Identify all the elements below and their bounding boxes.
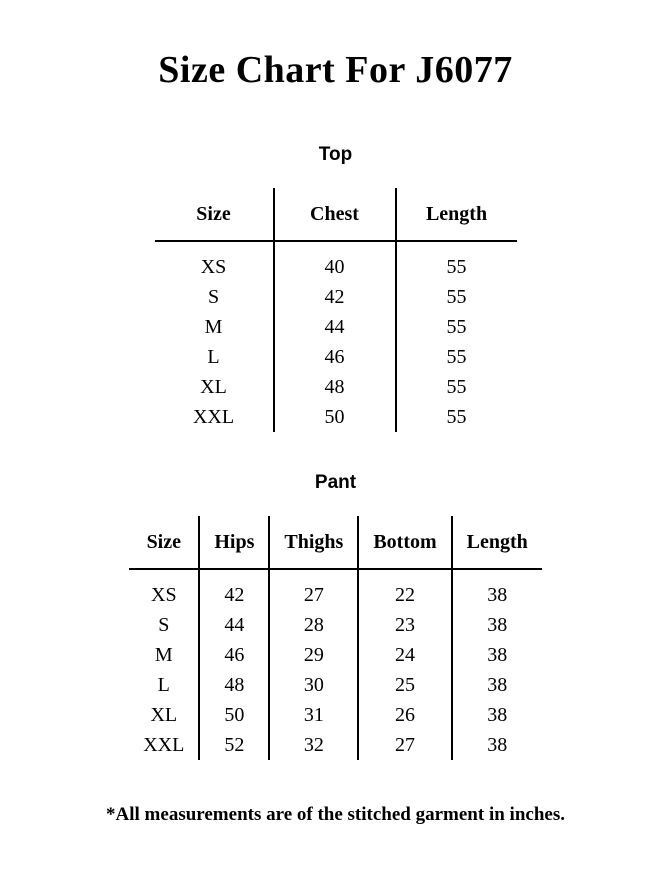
table-row <box>129 640 542 670</box>
table-header-row <box>129 516 542 569</box>
table-row <box>129 700 542 730</box>
column-header-size: Size <box>155 188 274 241</box>
cell-size: XL <box>129 700 199 730</box>
cell-length: 38 <box>487 583 508 606</box>
column-header-bottom: Bottom <box>358 516 451 569</box>
pant-size-table <box>129 516 542 760</box>
measurements-footnote: *All measurements are of the stitched garment in inches. <box>106 804 565 825</box>
cell-thighs: 30 <box>269 670 358 700</box>
table-row <box>129 730 542 760</box>
table-row <box>155 342 517 372</box>
cell-length: 38 <box>487 733 508 756</box>
cell-size: XXL <box>129 730 199 760</box>
column-header-hips: Hips <box>199 516 269 569</box>
cell-size: L <box>129 670 199 700</box>
cell-size: S <box>129 610 199 640</box>
cell-chest: 50 <box>274 402 396 432</box>
table-row <box>129 610 542 640</box>
table-row <box>129 569 542 610</box>
cell-size: XL <box>155 372 274 402</box>
cell-length: 38 <box>487 643 508 666</box>
cell-thighs: 32 <box>269 730 358 760</box>
table-row <box>155 312 517 342</box>
table-row <box>155 402 517 432</box>
column-header-chest: Chest <box>274 188 396 241</box>
cell-chest: 42 <box>274 282 396 312</box>
cell-length: 38 <box>487 673 508 696</box>
column-header-length: Length <box>452 516 542 569</box>
cell-length: 55 <box>446 285 467 308</box>
cell-size: S <box>155 282 274 312</box>
cell-chest: 40 <box>274 241 396 282</box>
table-row <box>155 282 517 312</box>
cell-hips: 44 <box>199 610 269 640</box>
cell-bottom: 25 <box>358 670 451 700</box>
cell-size: XS <box>155 241 274 282</box>
cell-length: 55 <box>446 405 467 428</box>
cell-size: M <box>129 640 199 670</box>
cell-hips: 50 <box>199 700 269 730</box>
table-row <box>155 372 517 402</box>
cell-bottom: 22 <box>358 569 451 610</box>
cell-size: XS <box>129 569 199 610</box>
cell-chest: 48 <box>274 372 396 402</box>
cell-bottom: 24 <box>358 640 451 670</box>
cell-hips: 42 <box>199 569 269 610</box>
cell-thighs: 31 <box>269 700 358 730</box>
cell-hips: 52 <box>199 730 269 760</box>
cell-bottom: 23 <box>358 610 451 640</box>
table-header-row <box>155 188 517 241</box>
pant-table-body <box>129 569 542 760</box>
cell-length: 55 <box>446 315 467 338</box>
column-header-thighs: Thighs <box>269 516 358 569</box>
table-row <box>129 670 542 700</box>
cell-length: 38 <box>487 703 508 726</box>
cell-bottom: 27 <box>358 730 451 760</box>
cell-bottom: 26 <box>358 700 451 730</box>
cell-thighs: 28 <box>269 610 358 640</box>
cell-hips: 46 <box>199 640 269 670</box>
top-section-heading: Top <box>318 144 353 165</box>
top-table-body <box>155 241 517 432</box>
top-size-table <box>155 188 517 432</box>
column-header-size: Size <box>129 516 199 569</box>
cell-chest: 46 <box>274 342 396 372</box>
page-title: Size Chart For J6077 <box>158 49 513 91</box>
cell-length: 55 <box>446 255 467 278</box>
cell-thighs: 29 <box>269 640 358 670</box>
cell-thighs: 27 <box>269 569 358 610</box>
cell-hips: 48 <box>199 670 269 700</box>
cell-length: 55 <box>446 375 467 398</box>
cell-length: 38 <box>487 613 508 636</box>
cell-size: XXL <box>155 402 274 432</box>
cell-size: L <box>155 342 274 372</box>
cell-length: 55 <box>446 345 467 368</box>
cell-size: M <box>155 312 274 342</box>
pant-section-heading: Pant <box>314 472 357 493</box>
table-row <box>155 241 517 282</box>
column-header-length: Length <box>396 188 517 241</box>
cell-chest: 44 <box>274 312 396 342</box>
